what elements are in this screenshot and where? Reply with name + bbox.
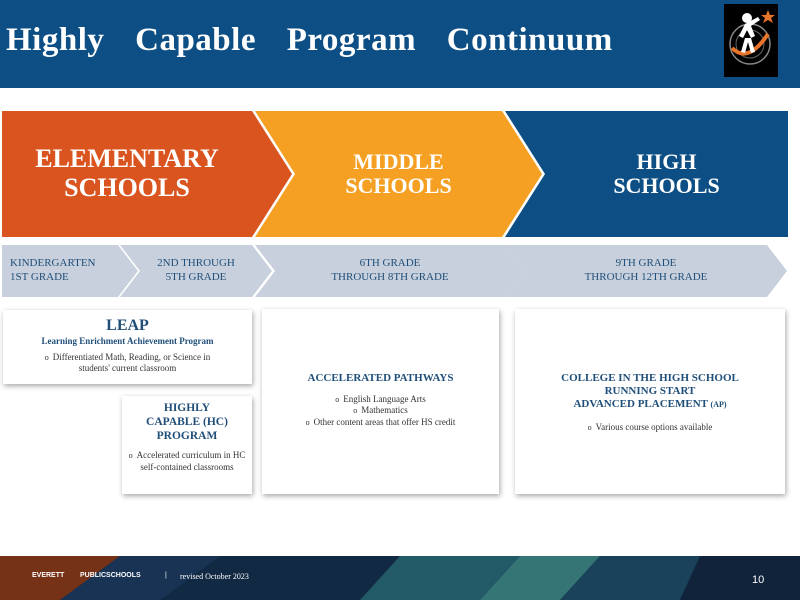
grade-2-5-line-2: 5TH GRADE xyxy=(165,271,227,283)
grade-arrow-k1 xyxy=(2,245,138,297)
high-banner-line-2: SCHOOLS xyxy=(613,173,720,198)
high-card-ap-title: ADVANCED PLACEMENT xyxy=(573,398,708,411)
hc-card xyxy=(122,396,252,494)
hc-title-line-1: HIGHLY xyxy=(163,402,211,414)
leap-bullet-text: Differentiated Math, Reading, or Science in students' current classroom xyxy=(52,352,211,374)
hc-title-line-2: CAPABLE (HC) xyxy=(146,415,228,428)
page-title: Highly Capable Program Continuum xyxy=(6,22,613,58)
elementary-banner-line-1: ELEMENTARY xyxy=(35,144,219,174)
elementary-banner xyxy=(2,111,292,237)
bullet-marker: o xyxy=(335,395,340,404)
bullet-marker: o xyxy=(305,417,310,427)
leap-title: LEAP xyxy=(106,317,149,334)
high-card-ap-abbr: (AP) xyxy=(710,400,727,410)
leap-bullet xyxy=(3,352,252,375)
grade-9-12-line-1: 9TH GRADE xyxy=(615,257,677,270)
middle-card xyxy=(262,309,499,494)
bullet-marker: o xyxy=(587,422,592,432)
grade-arrow-2-5 xyxy=(120,245,272,297)
district-logo xyxy=(724,4,778,77)
grade-2-5-line-1: 2ND THROUGH xyxy=(157,257,235,270)
high-card-ap-line xyxy=(515,398,785,411)
high-card xyxy=(515,309,785,494)
middle-card-title: ACCELERATED PATHWAYS xyxy=(307,372,454,384)
bullet-marker: o xyxy=(128,451,133,461)
grade-arrow-9-12 xyxy=(505,245,787,297)
hc-title-line-3: PROGRAM xyxy=(156,429,218,442)
elementary-banner-line-2: SCHOOLS xyxy=(64,173,190,202)
middle-card-bullets xyxy=(262,394,499,428)
middle-banner xyxy=(255,111,542,237)
middle-banner-line-2: SCHOOLS xyxy=(345,173,452,198)
footer-brand-1: EVERETT xyxy=(32,572,65,579)
bullet-marker: o xyxy=(44,353,49,362)
high-card-title-line-1: COLLEGE IN THE HIGH SCHOOL xyxy=(561,372,739,384)
high-card-bullet: o Various course options available xyxy=(587,421,713,432)
leap-card xyxy=(3,310,252,384)
middle-banner-line-1: MIDDLE xyxy=(353,148,444,174)
high-banner-line-1: HIGH xyxy=(636,148,697,174)
grade-6-8-line-2: THROUGH 8TH GRADE xyxy=(331,271,449,283)
footer-brand-2: PUBLICSCHOOLS xyxy=(80,572,141,579)
hc-bullet-text: Accelerated curriculum in HC self-contained classrooms xyxy=(136,450,246,472)
high-banner xyxy=(505,111,788,237)
footer-separator: | xyxy=(165,572,167,579)
list-item: o English Language Arts xyxy=(335,394,426,404)
bullet-marker: o xyxy=(353,406,358,416)
grade-k1-line-2: 1ST GRADE xyxy=(10,271,69,283)
list-item: o Mathematics xyxy=(353,405,408,416)
grade-k1-line-1: KINDERGARTEN xyxy=(10,257,96,270)
list-item: o Other content areas that offer HS credit xyxy=(305,416,456,427)
footer-revised: revised October 2023 xyxy=(180,572,249,581)
high-card-title-line-2: RUNNING START xyxy=(604,385,696,398)
leap-subtitle: Learning Enrichment Achievement Program xyxy=(41,336,214,346)
grade-arrow-6-8 xyxy=(255,245,525,297)
page-number: 10 xyxy=(752,574,765,586)
grade-9-12-line-2: THROUGH 12TH GRADE xyxy=(584,271,708,283)
grade-6-8-line-1: 6TH GRADE xyxy=(359,257,421,270)
hc-bullet xyxy=(122,450,252,473)
